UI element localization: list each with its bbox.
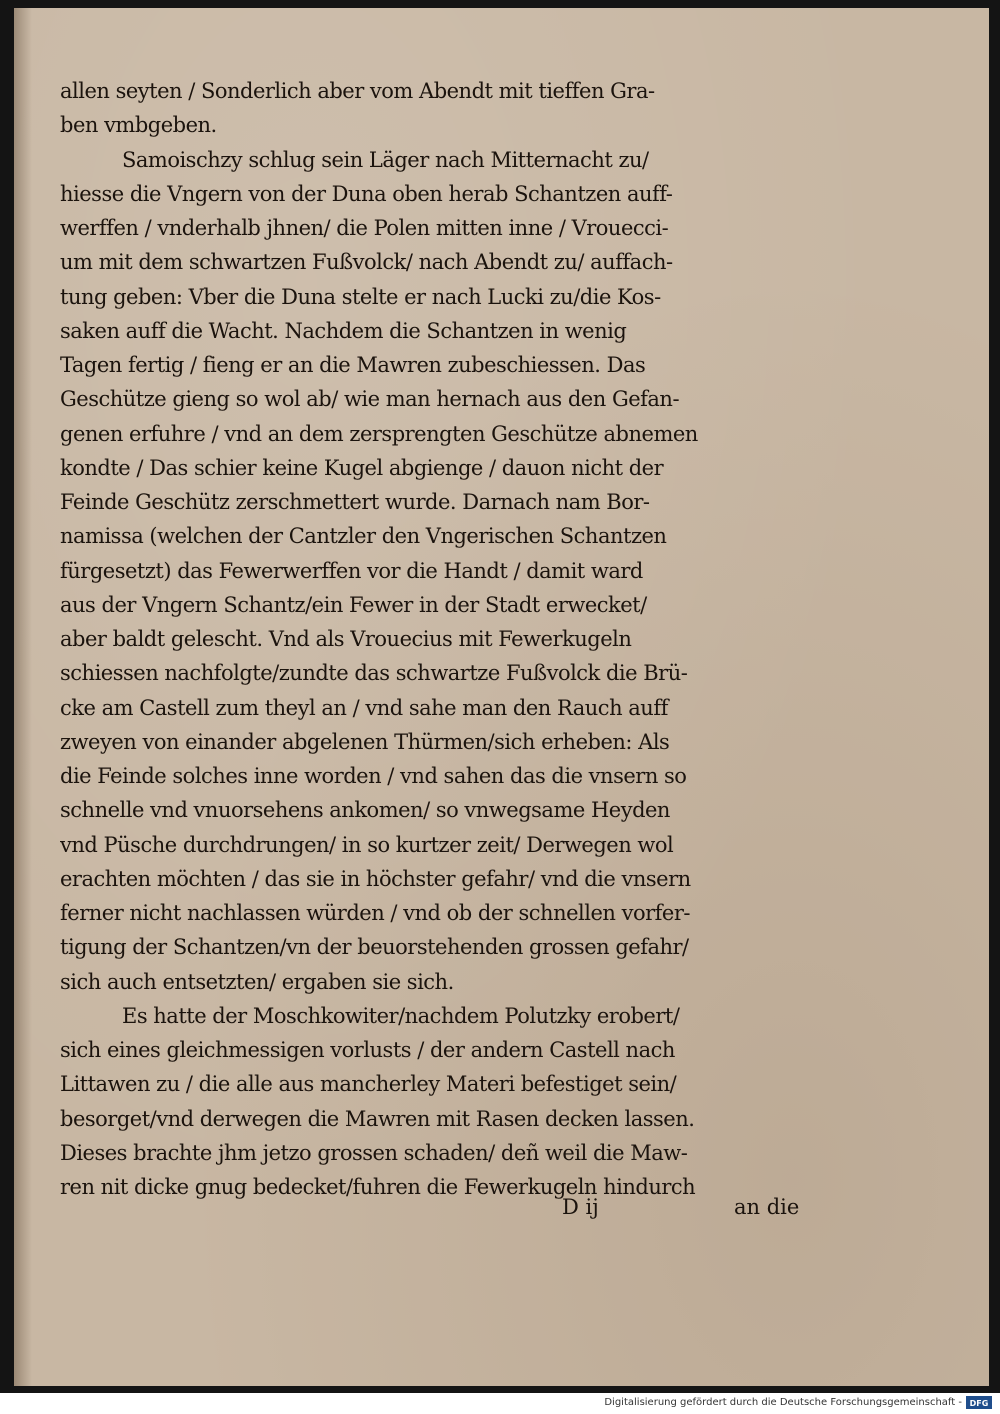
body-text xyxy=(60,74,816,1204)
text-line: die Feinde solches inne worden / vnd sahen das die vnsern so xyxy=(60,764,687,788)
signature-mark: D ij xyxy=(562,1195,599,1219)
funding-credit: Digitalisierung gefördert durch die Deutsche Forschungsgemeinschaft - xyxy=(604,1397,962,1408)
text-line: saken auff die Wacht. Nachdem die Schantzen in wenig xyxy=(60,318,627,343)
text-line: Littawen zu / die alle aus mancherley Materi befestiget sein/ xyxy=(60,1072,677,1097)
footer-bar xyxy=(0,1393,1000,1414)
text-line: cke am Castell zum theyl an / vnd sahe man den Rauch auff xyxy=(60,695,668,720)
text-line: Tagen fertig / fieng er an die Mawren zubeschiessen. Das xyxy=(60,353,646,377)
text-line: Geschütze gieng so wol ab/ wie man hernach aus den Gefan- xyxy=(60,387,680,412)
text-line: kondte / Das schier keine Kugel abgienge / dauon nicht der xyxy=(60,455,664,480)
text-line: Feinde Geschütz zerschmettert wurde. Darnach nam Bor- xyxy=(60,490,650,514)
page-gutter-shadow xyxy=(14,8,32,1386)
text-line: Samoischzy schlug sein Läger nach Mitternacht zu/ xyxy=(122,147,649,172)
text-line: fürgesetzt) das Fewerwerffen vor die Handt / damit ward xyxy=(60,558,643,583)
text-line: erachten möchten / das sie in höchster gefahr/ vnd die vnsern xyxy=(60,866,691,891)
text-line: besorget/vnd derwegen die Mawren mit Rasen decken lassen. xyxy=(60,1106,695,1131)
text-line: aber baldt gelescht. Vnd als Vrouecius mit Fewerkugeln xyxy=(60,627,632,651)
text-line: allen seyten / Sonderlich aber vom Abendt mit tieffen Gra- xyxy=(60,79,655,103)
text-line: Dieses brachte jhm jetzo grossen schaden/ deñ weil die Maw- xyxy=(60,1140,688,1165)
text-line: sich eines gleichmessigen vorlusts / der andern Castell nach xyxy=(60,1038,675,1062)
text-line: hiesse die Vngern von der Duna oben herab Schantzen auff- xyxy=(60,181,673,206)
text-line: genen erfuhre / vnd an dem zersprengten Geschütze abnemen xyxy=(60,421,698,446)
text-line: ferner nicht nachlassen würden / vnd ob der schnellen vorfer- xyxy=(60,901,690,925)
dfg-logo-text: DFG xyxy=(969,1399,989,1408)
text-line: ben vmbgeben. xyxy=(60,113,217,138)
text-line: um mit dem schwartzen Fußvolck/ nach Abendt zu/ auffach- xyxy=(60,250,673,275)
text-line: tigung der Schantzen/vn der beuorstehenden grossen gefahr/ xyxy=(60,935,689,960)
text-line: tung geben: Vber die Duna stelte er nach Lucki zu/die Kos- xyxy=(60,284,661,309)
text-line: schnelle vnd vnuorsehens ankomen/ so vnwegsame Heyden xyxy=(60,798,670,823)
text-line: vnd Püsche durchdrungen/ in so kurtzer zeit/ Derwegen wol xyxy=(60,832,674,857)
text-line: aus der Vngern Schantz/ein Fewer in der Stadt erwecket/ xyxy=(60,592,647,617)
text-line: sich auch entsetzten/ ergaben sie sich. xyxy=(60,969,454,994)
catchword: an die xyxy=(734,1195,800,1219)
text-line: ren nit dicke gnug bedecket/fuhren die Fewerkugeln hindurch xyxy=(60,1175,696,1199)
text-line: zweyen von einander abgelenen Thürmen/sich erheben: Als xyxy=(60,729,670,754)
text-line: schiessen nachfolgte/zundte das schwartze Fußvolck die Brü- xyxy=(60,661,688,686)
text-line: werffen / vnderhalb jhnen/ die Polen mitten inne / Vrouecci- xyxy=(60,216,669,240)
dfg-logo-icon xyxy=(966,1396,992,1409)
text-line: Es hatte der Moschkowiter/nachdem Polutzky erobert/ xyxy=(122,1003,680,1028)
text-line: namissa (welchen der Cantzler den Vngerischen Schantzen xyxy=(60,524,667,549)
